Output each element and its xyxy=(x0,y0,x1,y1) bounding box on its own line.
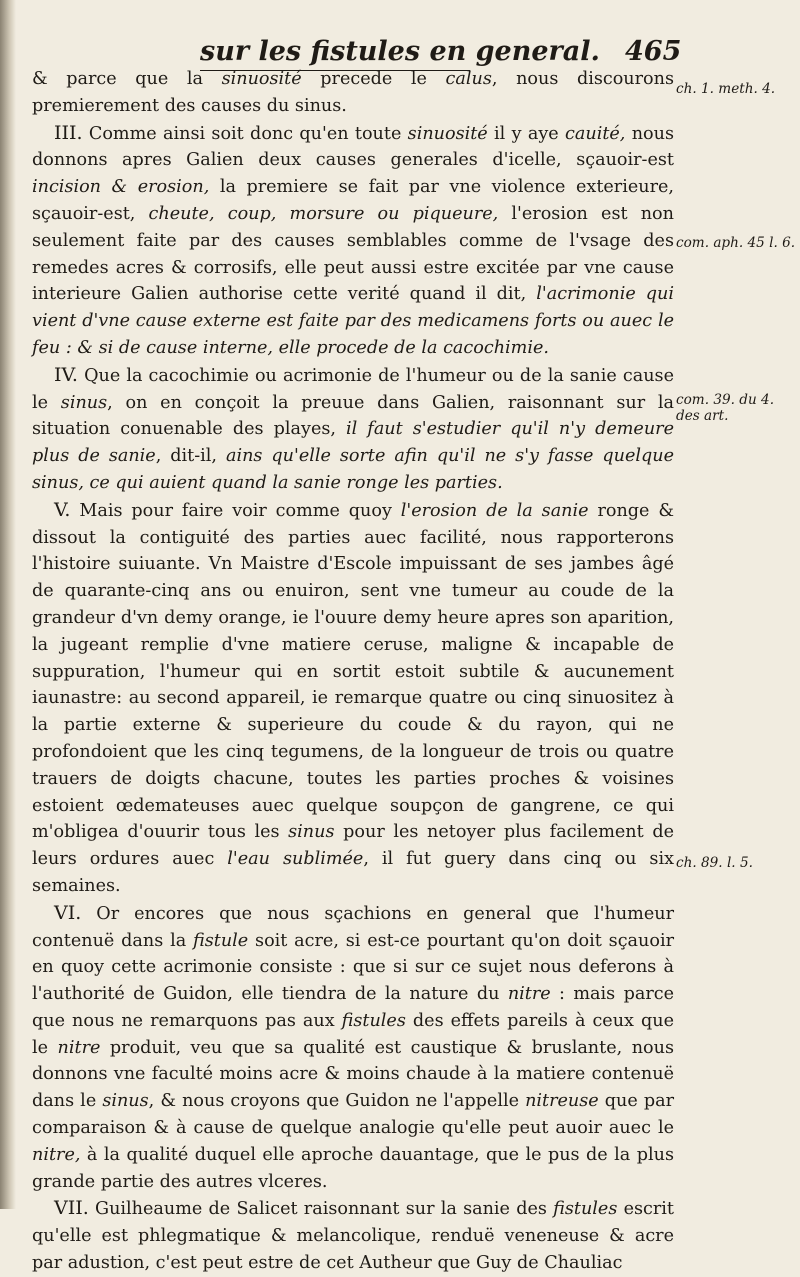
italic-text: sinuosité xyxy=(221,69,302,89)
text-run: : mais parce que nous ne remarquons pas aux xyxy=(32,984,674,1031)
text-run: produit, veu que sa qualité est caustique & bruslante, nous donnons vne faculté moins acre & moins chaude à la matiere contenuë dans le xyxy=(32,1037,674,1112)
text-run: , dit-il, xyxy=(155,446,226,467)
italic-text: sinuosité xyxy=(407,123,488,144)
italic-text: sinus xyxy=(288,822,335,843)
italic-text: incision & erosion, xyxy=(32,177,210,198)
text-run: à la qualité duquel elle aproche dauantage, que le pus de la plus grande partie des autres vlceres. xyxy=(32,1144,674,1192)
text-run: Mais pour faire voir comme quoy xyxy=(79,500,401,521)
text-run: des effets pareils à ceux que le xyxy=(32,1010,674,1058)
paragraph xyxy=(32,66,674,120)
margin-note: ch. 89. l. 5. xyxy=(676,855,753,871)
italic-text: nitre xyxy=(507,984,551,1005)
paragraph-number: III. xyxy=(54,121,83,144)
text-run: ronge & dissout la contiguité des parties auec facilité, nous rapporterons l'histoire suiuante. Vn Maistre d'Escole impuissant de ses jambes âgé de quarante-cinq ans ou enuiron, sent vne tumeur au coude de la grandeur d'vn demy orange, ie l'ouure demy heure apres son aparition, la jugeant remplie d'vne matiere ceruse, maligne & incapable de suppuration, l'humeur qui en sortit estoit subtile & aucunement iaunastre: au second appareil, ie remarque quatre ou cinq sinuositez à la partie externe & superieure du coude & du rayon, qui ne profondoient que les cinq tegumens, de la longueur de trois ou quatre trauers de doigts chacune, toutes les parties proches & voisines estoient œdemateuses auec quelque soupçon de gangrene, ce qui m'obligea d'ouurir tous les xyxy=(32,500,674,843)
paragraph-number: IV. xyxy=(54,363,78,386)
italic-text: il faut s'estudier qu'il n'y demeure plus de sanie xyxy=(32,419,674,467)
italic-text: cauité, xyxy=(565,123,626,144)
italic-text: sinus xyxy=(60,392,108,413)
text-run: & parce que la xyxy=(32,69,222,89)
running-title: sur les fistules en general. xyxy=(200,36,600,67)
paragraph xyxy=(32,362,674,497)
margin-note: com. aph. 45 l. 6. xyxy=(676,235,796,251)
text-run: Or encores que nous sçachions en general que l'humeur contenuë dans la xyxy=(32,903,675,951)
paragraph-number: V. xyxy=(54,498,71,521)
italic-text: ains qu'elle sorte afin qu'il ne s'y fasse quelque sinus, ce qui auient quand la sanie ronge les parties. xyxy=(32,446,674,493)
body-text xyxy=(32,66,674,1277)
italic-text: calus xyxy=(445,69,492,89)
paragraph xyxy=(32,497,674,900)
paragraph-number: VII. xyxy=(54,1197,89,1220)
italic-text: cheute, coup, morsure ou piqueure, xyxy=(148,203,499,224)
text-run: escrit qu'elle est phlegmatique & melancolique, renduë veneneuse & acre par adustion, c'est peut estre de cet Autheur que Guy de Chauliac xyxy=(32,1199,674,1274)
text-run: il y aye xyxy=(487,123,566,144)
paragraph xyxy=(32,1195,674,1276)
text-run: , & nous croyons que Guidon ne l'appelle xyxy=(148,1091,526,1112)
text-run: soit acre, si est-ce pourtant qu'on doit sçauoir en quoy cette acrimonie consiste : que si sur ce sujet nous deferons à l'authorité de Guidon, elle tiendra de la nature du xyxy=(32,930,674,1005)
text-run: pour les netoyer plus facilement de leurs ordures auec xyxy=(32,822,674,870)
italic-text: fistules xyxy=(553,1199,618,1220)
paragraph xyxy=(32,120,674,362)
text-run: , il fut guery dans cinq ou six semaines. xyxy=(32,849,674,896)
text-run: Comme ainsi soit donc qu'en toute xyxy=(88,123,408,144)
margin-note: com. 39. du 4. des art. xyxy=(676,392,775,424)
italic-text: l'eau sublimée xyxy=(227,849,364,870)
text-run: , on en conçoit la preuue dans Galien, raisonnant sur la situation conuenable des playes, xyxy=(32,392,674,440)
italic-text: sinus xyxy=(102,1091,149,1112)
text-run: l'erosion est non seulement faite par des causes semblables comme de l'vsage des remedes acres & corrosifs, elle peut aussi estre excitée par vne cause interieure Galien authorise cette verité quand il dit, xyxy=(32,203,674,305)
text-run: Guilheaume de Salicet raisonnant sur la sanie des xyxy=(95,1199,554,1220)
text-run: nous donnons apres Galien deux causes generales d'icelle, sçauoir-est xyxy=(32,123,674,171)
margin-note: ch. 1. meth. 4. xyxy=(676,81,776,97)
italic-text: fistule xyxy=(193,930,249,951)
italic-text: l'acrimonie qui vient d'vne cause externe est faite par des medicamens forts ou auec le feu : & si de cause interne, elle procede de la cacochimie. xyxy=(32,284,674,358)
text-run: , nous discourons premierement des causes du sinus. xyxy=(32,69,675,116)
text-run: Que la cacochimie ou acrimonie de l'humeur ou de la sanie cause le xyxy=(32,365,675,413)
page-gutter xyxy=(0,0,16,1209)
paragraph-number: VI. xyxy=(54,901,82,924)
italic-text: nitre xyxy=(57,1037,101,1058)
text-run: la premiere se fait par vne violence exterieure, sçauoir-est, xyxy=(32,177,674,224)
italic-text: nitreuse xyxy=(525,1091,599,1112)
text-run: precede le xyxy=(301,69,446,89)
page-number: 465 xyxy=(625,36,682,67)
text-run: que par comparaison & à cause de quelque analogie qu'elle peut auoir auec le xyxy=(32,1091,675,1139)
paragraph xyxy=(32,900,674,1196)
italic-text: fistules xyxy=(341,1010,406,1031)
italic-text: nitre, xyxy=(32,1144,81,1165)
italic-text: l'erosion de la sanie xyxy=(400,500,589,521)
